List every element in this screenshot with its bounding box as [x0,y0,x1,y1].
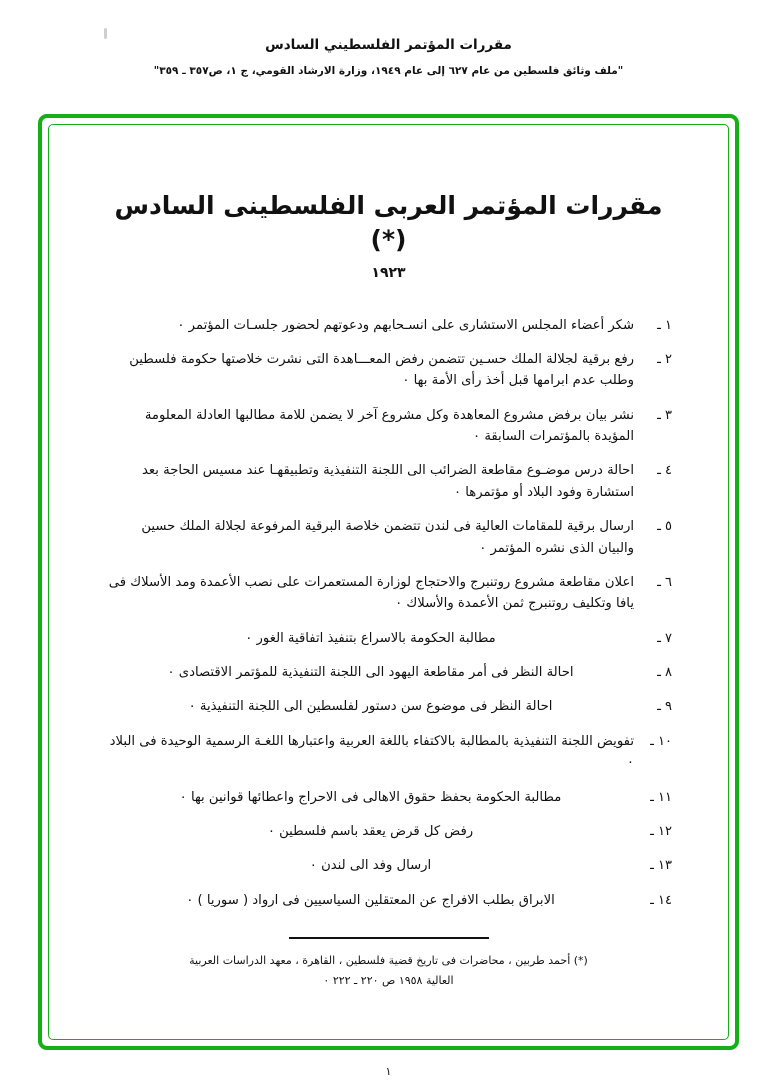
item-number: ١٤ ـ [650,892,672,908]
footnote-line-2: العالية ١٩٥٨ ص ٢٢٠ ـ ٢٢٢ ٠ [323,973,454,987]
green-border-inner [48,124,729,1040]
item-text: احالة النظر فى أمر مقاطعة اليهود الى اللجنة التنفيذية للمؤتمر الاقتصادى ٠ [167,665,574,680]
item-text: تفويض اللجنة التنفيذية بالمطالبة بالاكتفاء باللغة العربية واعتبارها اللغـة الرسمية الوحيدة فى البلاد ٠ [109,733,634,771]
page-number: ١ [385,1065,392,1078]
source-title: مقررات المؤتمر الفلسطيني السادس [265,37,512,53]
item-number: ١ ـ [657,317,672,333]
list-item [105,628,672,649]
item-text: شكر أعضاء المجلس الاستشارى على انسـحابهم ودعوتهم لحضور جلسـات المؤتمر ٠ [177,317,634,333]
resolutions-list [105,315,672,912]
page-title: مقررات المؤتمر العربى الفلسطينى السادس (*) [114,191,663,254]
list-item [105,696,672,717]
item-number: ٢ ـ [657,351,672,367]
scan-artifact [104,28,107,39]
list-item [105,787,672,808]
item-text: مطالبة الحكومة بحفظ حقوق الاهالى فى الاحراج واعطائها قوانين بها ٠ [179,789,562,805]
list-item [105,855,672,876]
item-number: ٣ ـ [657,407,672,423]
item-text: احالة درس موضـوع مقاطعة الضرائب الى اللجنة التنفيذية وتطبيقهـا عند مسيس الحاجة بعد استشارة وفود البلاد أو مؤتمرها ٠ [141,463,634,500]
list-item [105,349,672,392]
document-year: ١٩٢٣ [371,264,406,281]
item-text: مطالبة الحكومة بالاسراع بتنفيذ اتفاقية الغور ٠ [245,630,496,646]
item-number: ٧ ـ [657,630,672,646]
footnote [105,951,672,991]
item-text: اعلان مقاطعة مشروع روتنبرج والاحتجاج لوزارة المستعمرات على نصب الأعمدة ومد الأسلاك فى يافا وتكليف روتنبرج ثمن الأعمدة والأسلاك ٠ [108,574,634,612]
list-item [105,572,672,615]
item-text: ارسال برقية للمقامات العالية فى لندن تتضمن خلاصة البرقية المرفوعة لجلالة الملك حسين والبيان الذى نشره المؤتمر ٠ [141,519,634,556]
item-text: احالة النظر فى موضوع سن دستور لفلسطين الى اللجنة التنفيذية ٠ [188,699,553,715]
list-item [105,315,672,336]
item-number: ١٢ ـ [650,823,672,839]
green-border-frame [38,114,739,1050]
item-text: الابراق بطلب الافراج عن المعتقلين السياسيين فى ارواد ( سوريا ) ٠ [186,892,555,908]
item-number: ١٠ ـ [650,733,672,749]
footnote-divider [289,937,489,939]
item-text: نشر بيان برفض مشروع المعاهدة وكل مشروع آخر لا يضمن للامة مطالبها العادلة المعلومة المؤيدة بالمؤتمرات السابقة ٠ [144,407,634,444]
list-item [105,731,672,774]
list-item [105,662,672,683]
item-number: ٩ ـ [657,699,672,715]
source-reference: "ملف وثائق فلسطين من عام ٦٢٧ إلى عام ١٩٤٩، وزارة الارشاد القومي، ج ١، ص٣٥٧ ـ ٣٥٩" [153,64,624,77]
item-number: ٤ ـ [657,463,672,479]
item-number: ١١ ـ [650,789,672,805]
item-text: رفع برقية لجلالة الملك حسـين تتضمن رفض المعـــاهدة التى نشرت خلاصتها حكومة فلسطين وطلب عدم ابرامها قبل أخذ رأى الأمة بها ٠ [129,351,634,389]
item-number: ٨ ـ [657,665,672,680]
item-number: ١٣ ـ [650,858,672,874]
list-item [105,405,672,448]
list-item [105,460,672,503]
list-item [105,821,672,842]
item-text: رفض كل قرض يعقد باسم فلسطين ٠ [267,823,474,839]
item-text: ارسال وفد الى لندن ٠ [309,858,432,874]
item-number: ٥ ـ [657,519,672,535]
item-number: ٦ ـ [657,574,672,590]
list-item [105,516,672,559]
list-item [105,890,672,911]
document-header [0,0,777,79]
footnote-line-1: (*) أحمد طربين ، محاضرات فى تاريخ قضية فلسطين ، القاهرة ، معهد الدراسات العربية [189,954,588,967]
document-content [49,125,728,991]
